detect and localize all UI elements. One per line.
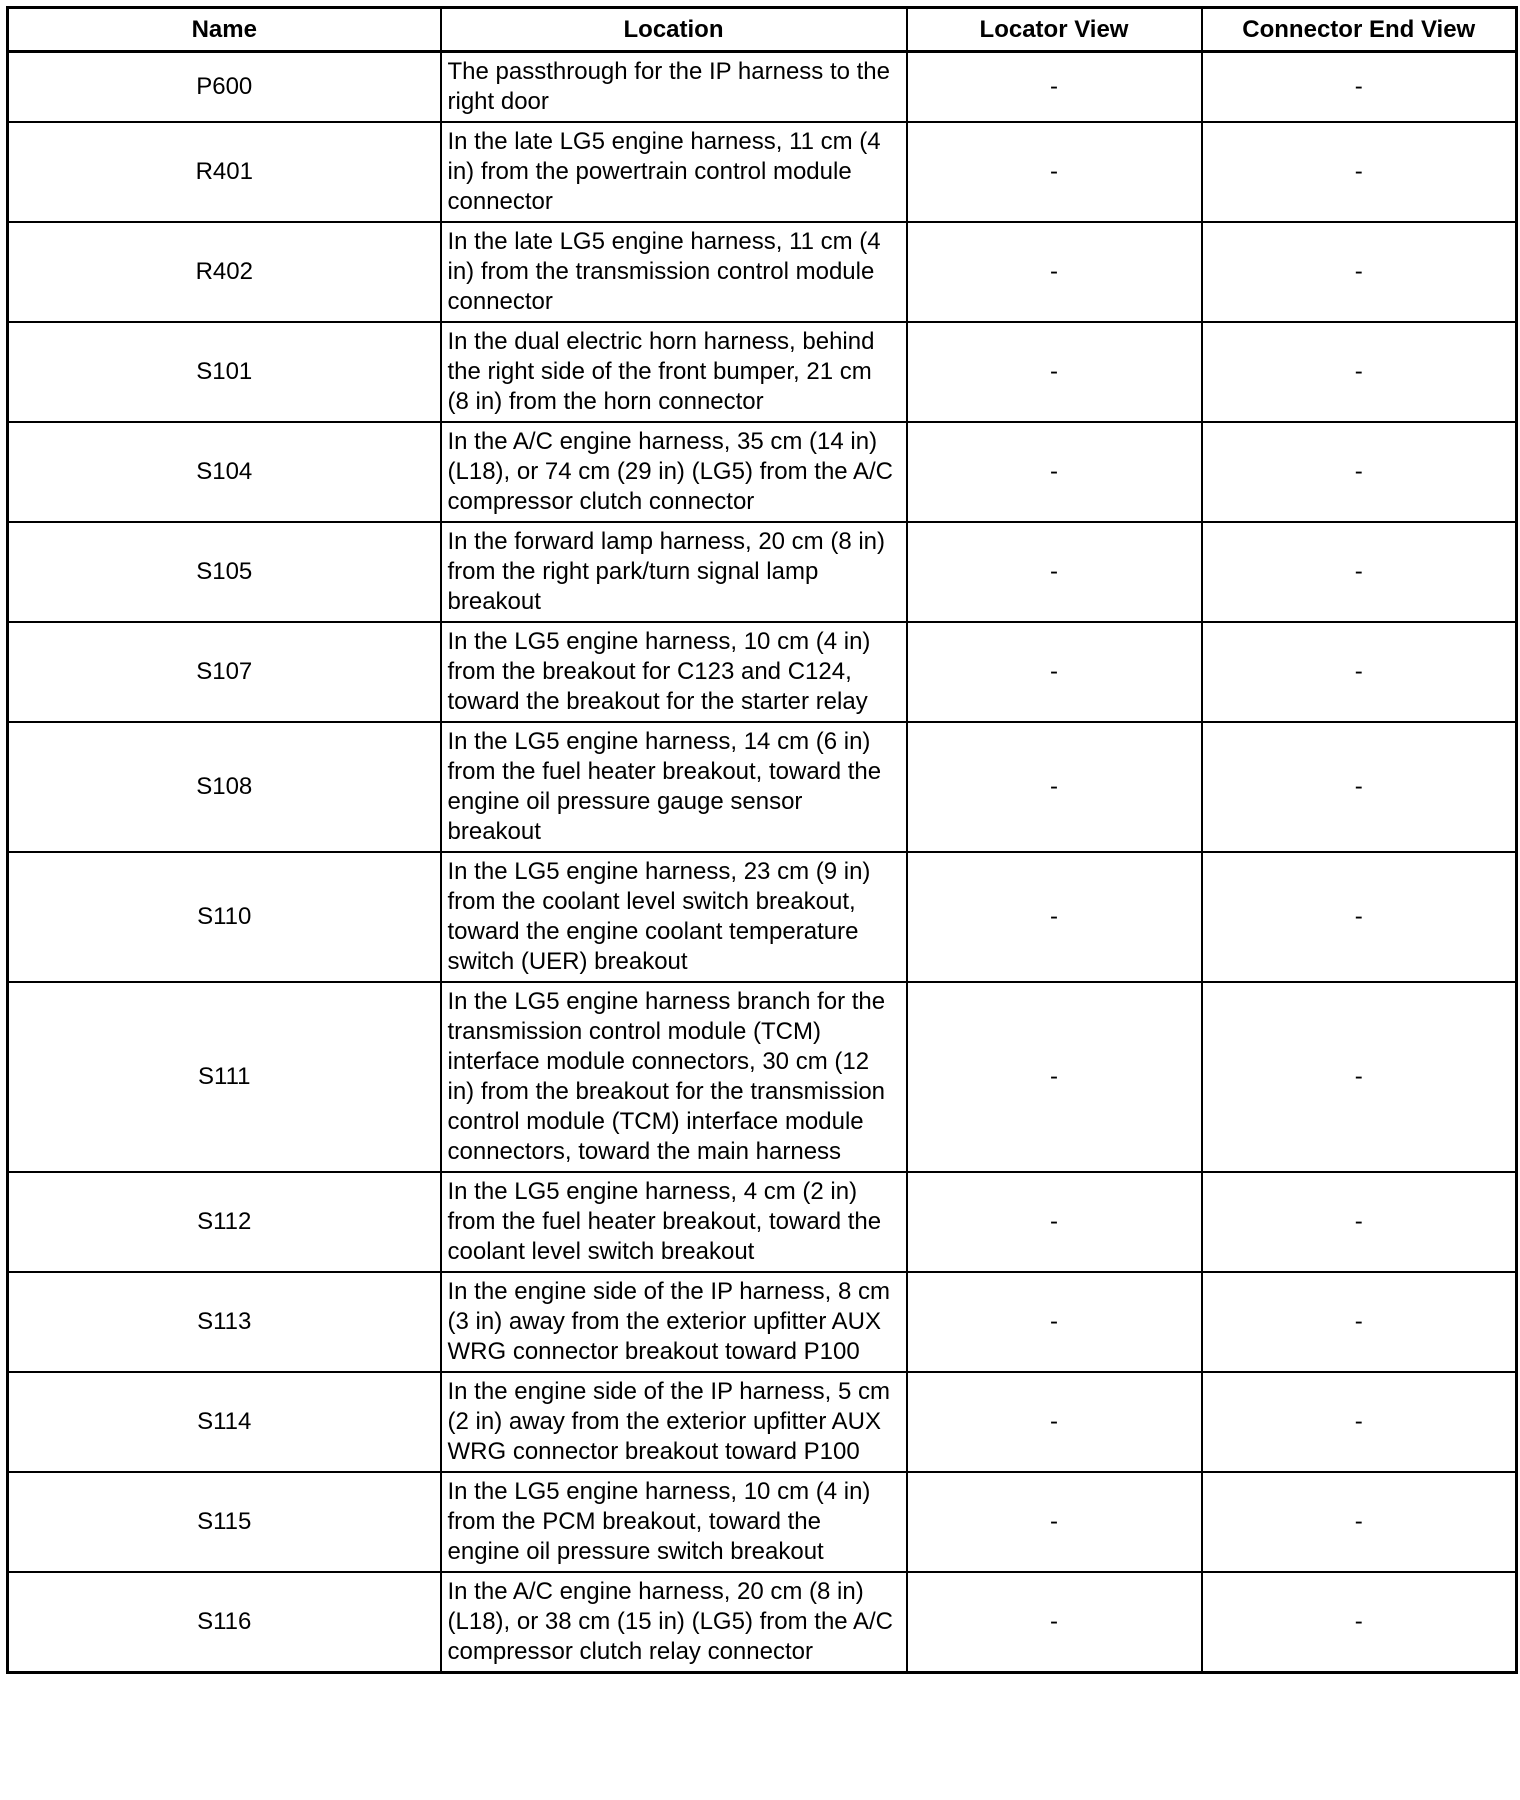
table-row	[8, 852, 1517, 982]
header-location: Location	[441, 8, 907, 52]
cell-location: In the engine side of the IP harness, 8 cm (3 in) away from the exterior upfitter AUX WRG connector breakout toward P100	[441, 1272, 907, 1372]
cell-locator-view: -	[907, 1272, 1202, 1372]
cell-connector-end-view: -	[1202, 1172, 1517, 1272]
cell-name: S113	[8, 1272, 441, 1372]
cell-location: In the dual electric horn harness, behind the right side of the front bumper, 21 cm (8 in) from the horn connector	[441, 322, 907, 422]
cell-location: The passthrough for the IP harness to the right door	[441, 52, 907, 123]
cell-locator-view: -	[907, 1472, 1202, 1572]
cell-connector-end-view: -	[1202, 852, 1517, 982]
cell-locator-view: -	[907, 982, 1202, 1172]
table-row	[8, 622, 1517, 722]
cell-name: S101	[8, 322, 441, 422]
cell-locator-view: -	[907, 852, 1202, 982]
cell-connector-end-view: -	[1202, 522, 1517, 622]
table-row	[8, 1572, 1517, 1673]
cell-name: P600	[8, 52, 441, 123]
cell-location: In the late LG5 engine harness, 11 cm (4 in) from the powertrain control module connector	[441, 122, 907, 222]
table-row	[8, 522, 1517, 622]
cell-connector-end-view: -	[1202, 1272, 1517, 1372]
cell-connector-end-view: -	[1202, 322, 1517, 422]
cell-location: In the LG5 engine harness branch for the transmission control module (TCM) interface module connectors, 30 cm (12 in) from the breakout for the transmission control module (TCM) interface module connectors, toward the main harness	[441, 982, 907, 1172]
cell-name: S110	[8, 852, 441, 982]
cell-location: In the LG5 engine harness, 10 cm (4 in) from the breakout for C123 and C124, toward the breakout for the starter relay	[441, 622, 907, 722]
table-row	[8, 1372, 1517, 1472]
cell-locator-view: -	[907, 1572, 1202, 1673]
cell-location: In the LG5 engine harness, 14 cm (6 in) from the fuel heater breakout, toward the engine oil pressure gauge sensor breakout	[441, 722, 907, 852]
cell-location: In the forward lamp harness, 20 cm (8 in) from the right park/turn signal lamp breakout	[441, 522, 907, 622]
cell-location: In the A/C engine harness, 20 cm (8 in) (L18), or 38 cm (15 in) (LG5) from the A/C compressor clutch relay connector	[441, 1572, 907, 1673]
cell-locator-view: -	[907, 622, 1202, 722]
cell-locator-view: -	[907, 222, 1202, 322]
cell-locator-view: -	[907, 522, 1202, 622]
cell-location: In the LG5 engine harness, 23 cm (9 in) from the coolant level switch breakout, toward the engine coolant temperature switch (UER) breakout	[441, 852, 907, 982]
cell-location: In the late LG5 engine harness, 11 cm (4 in) from the transmission control module connector	[441, 222, 907, 322]
cell-name: R402	[8, 222, 441, 322]
cell-locator-view: -	[907, 1172, 1202, 1272]
cell-locator-view: -	[907, 1372, 1202, 1472]
table-row	[8, 1472, 1517, 1572]
table-row	[8, 422, 1517, 522]
cell-name: S105	[8, 522, 441, 622]
header-locator-view: Locator View	[907, 8, 1202, 52]
cell-location: In the LG5 engine harness, 4 cm (2 in) from the fuel heater breakout, toward the coolant level switch breakout	[441, 1172, 907, 1272]
cell-name: S104	[8, 422, 441, 522]
cell-connector-end-view: -	[1202, 1572, 1517, 1673]
cell-connector-end-view: -	[1202, 1472, 1517, 1572]
cell-locator-view: -	[907, 52, 1202, 123]
cell-connector-end-view: -	[1202, 1372, 1517, 1472]
table-row	[8, 222, 1517, 322]
cell-location: In the LG5 engine harness, 10 cm (4 in) from the PCM breakout, toward the engine oil pressure switch breakout	[441, 1472, 907, 1572]
table-row	[8, 1272, 1517, 1372]
cell-name: S116	[8, 1572, 441, 1673]
table-row	[8, 1172, 1517, 1272]
cell-location: In the engine side of the IP harness, 5 cm (2 in) away from the exterior upfitter AUX WRG connector breakout toward P100	[441, 1372, 907, 1472]
header-name: Name	[8, 8, 441, 52]
cell-name: S115	[8, 1472, 441, 1572]
cell-name: R401	[8, 122, 441, 222]
cell-locator-view: -	[907, 322, 1202, 422]
cell-connector-end-view: -	[1202, 982, 1517, 1172]
header-connector-end-view: Connector End View	[1202, 8, 1517, 52]
cell-name: S107	[8, 622, 441, 722]
cell-connector-end-view: -	[1202, 722, 1517, 852]
table-row	[8, 722, 1517, 852]
cell-connector-end-view: -	[1202, 122, 1517, 222]
cell-connector-end-view: -	[1202, 422, 1517, 522]
table-row	[8, 52, 1517, 123]
table-row	[8, 322, 1517, 422]
cell-name: S114	[8, 1372, 441, 1472]
cell-locator-view: -	[907, 122, 1202, 222]
table-row	[8, 122, 1517, 222]
cell-location: In the A/C engine harness, 35 cm (14 in) (L18), or 74 cm (29 in) (LG5) from the A/C compressor clutch connector	[441, 422, 907, 522]
cell-name: S108	[8, 722, 441, 852]
header-row	[8, 8, 1517, 52]
cell-locator-view: -	[907, 722, 1202, 852]
cell-name: S111	[8, 982, 441, 1172]
cell-name: S112	[8, 1172, 441, 1272]
cell-locator-view: -	[907, 422, 1202, 522]
cell-connector-end-view: -	[1202, 622, 1517, 722]
table-row	[8, 982, 1517, 1172]
cell-connector-end-view: -	[1202, 52, 1517, 123]
cell-connector-end-view: -	[1202, 222, 1517, 322]
connector-table	[6, 6, 1518, 1674]
